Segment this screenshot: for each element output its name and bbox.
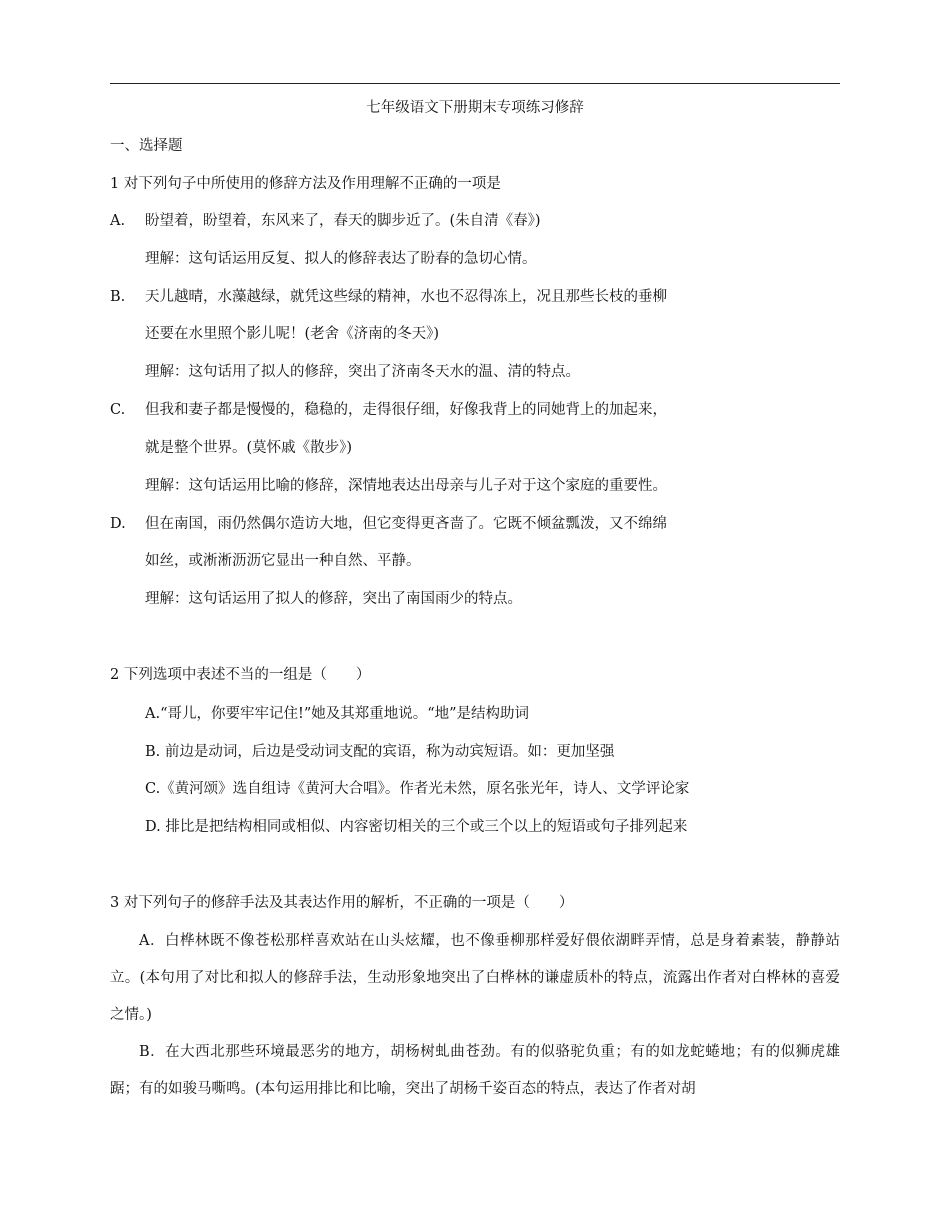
q2-option-a: A.“哥儿，你要牢牢记住!”她及其郑重地说。“地”是结构助词 [145, 706, 530, 722]
q2-option-b: B. 前边是动词，后边是受动词支配的宾语，称为动宾短语。如：更加坚强 [145, 744, 615, 760]
q1-stem: 1 对下列句子中所使用的修辞方法及作用理解不正确的一项是 [110, 176, 501, 192]
q1-option-b-note: 理解：这句话用了拟人的修辞，突出了济南冬天水的温、清的特点。 [145, 364, 580, 380]
section-heading: 一、选择题 [110, 138, 183, 154]
q1-option-c-text-1: 但我和妻子都是慢慢的，稳稳的，走得很仔细，好像我背上的同她背上的加起来， [145, 402, 667, 418]
q2-option-c: C.《黄河颂》选自组诗《黄河大合唱》。作者光未然，原名张光年，诗人、文学评论家 [145, 781, 690, 797]
q1-option-b-text-2: 还要在水里照个影儿呢！(老舍《济南的冬天》) [145, 326, 440, 342]
q1-option-c [110, 400, 667, 420]
q1-option-c-letter: C. [110, 402, 126, 418]
q1-option-b [110, 287, 667, 307]
q1-option-b-text-1: 天儿越晴，水藻越绿，就凭这些绿的精神，水也不忍得冻上，况且那些长枝的垂柳 [145, 289, 667, 305]
q1-option-c-note: 理解：这句话运用比喻的修辞，深情地表达出母亲与儿子对于这个家庭的重要性。 [145, 478, 667, 494]
q1-option-d-text-1: 但在南国，雨仍然偶尔造访大地，但它变得更吝啬了。它既不倾盆瓢泼，又不绵绵 [145, 516, 667, 532]
q3-option-a: A．白桦林既不像苍松那样喜欢站在山头炫耀，也不像垂柳那样爱好偎依湖畔弄情，总是身着素装，静静站立。(本句用了对比和拟人的修辞手法，生动形象地突出了白桦林的谦虚质朴的特点，流露出作者对白桦林的喜爱之情。) [110, 933, 840, 1023]
header-rule [110, 83, 840, 84]
q3-stem: 3 对下列句子的修辞手法及其表达作用的解析，不正确的一项是（ ） [110, 895, 574, 911]
q1-option-d-letter: D. [110, 516, 126, 532]
q1-option-d [110, 514, 667, 534]
q1-option-c-text-2: 就是整个世界。(莫怀戚《散步》) [145, 440, 353, 456]
q1-option-a [110, 211, 541, 231]
q1-option-d-text-2: 如丝，或淅淅沥沥它显出一种自然、平静。 [145, 553, 421, 569]
q1-option-a-letter: A. [110, 213, 126, 229]
q1-option-a-note: 理解：这句话运用反复、拟人的修辞表达了盼春的急切心情。 [145, 251, 537, 267]
q1-option-d-note: 理解：这句话运用了拟人的修辞，突出了南国雨少的特点。 [145, 591, 522, 607]
q2-stem: 2 下列选项中表述不当的一组是（ ） [110, 667, 371, 683]
q1-option-b-letter: B. [110, 289, 126, 305]
document-title: 七年级语文下册期末专项练习修辞 [366, 100, 584, 116]
q1-option-a-text: 盼望着，盼望着，东风来了，春天的脚步近了。(朱自清《春》) [145, 213, 541, 229]
q3-option-b: B．在大西北那些环境最恶劣的地方，胡杨树虬曲苍劲。有的似骆驼负重；有的如龙蛇蜷地；有的似狮虎雄踞；有的如骏马嘶鸣。(本句运用排比和比喻，突出了胡杨千姿百态的特点，表达了作者对胡 [110, 1044, 840, 1097]
q2-option-d: D. 排比是把结构相同或相似、内容密切相关的三个或三个以上的短语或句子排列起来 [145, 819, 688, 835]
